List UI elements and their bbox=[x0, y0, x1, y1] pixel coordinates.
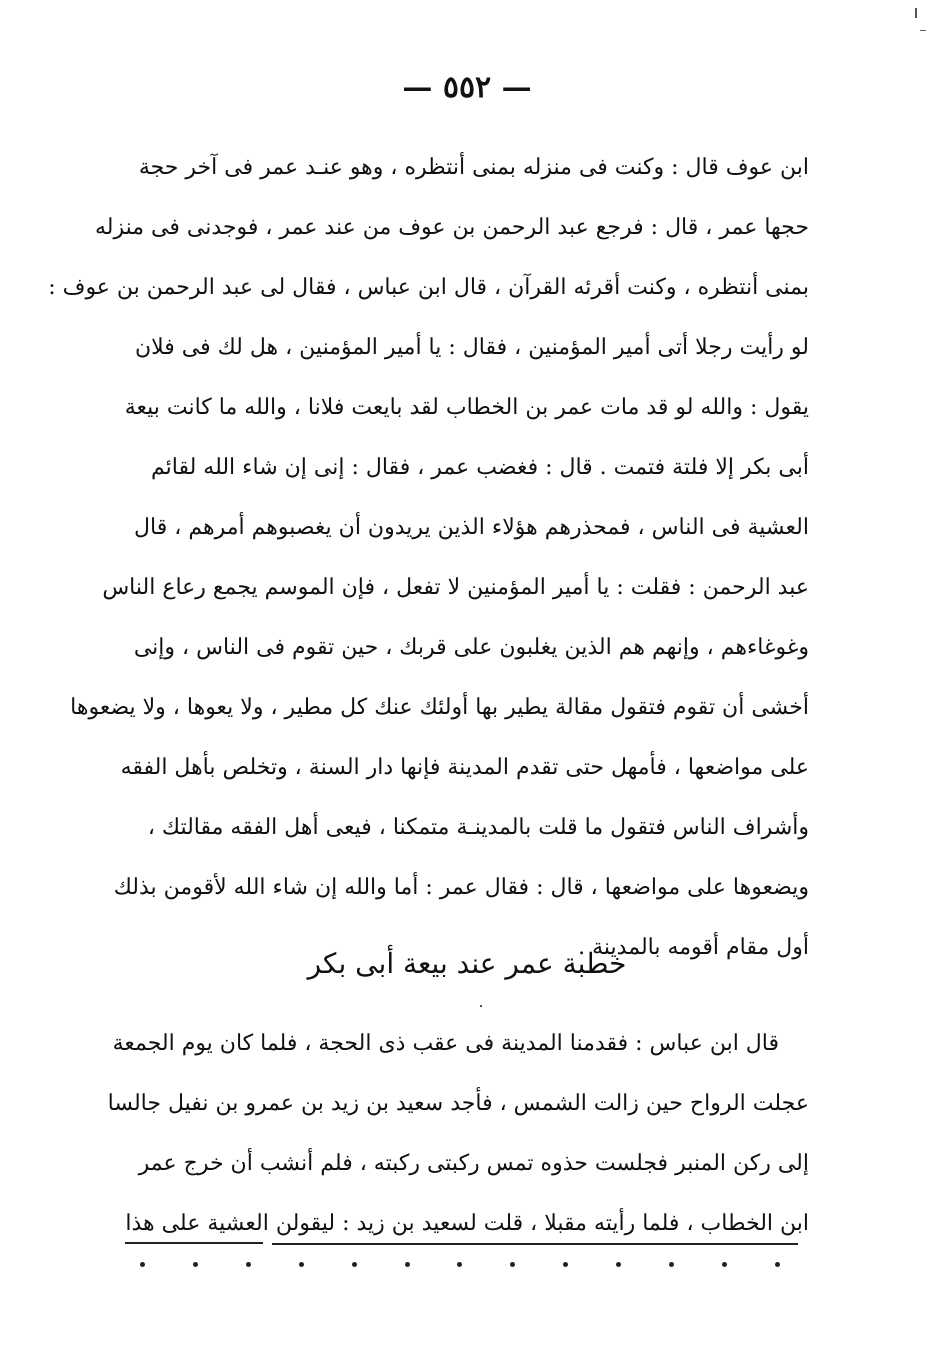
text-line: قال ابن عباس : فقدمنا المدينة فى عقب ذى الحجة ، فلما كان يوم الجمعة bbox=[112, 1031, 779, 1056]
text-line: يقول : والله لو قد مات عمر بن الخطاب لقد بايعت فلانا ، والله ما كانت بيعة bbox=[124, 395, 809, 420]
footer-dot bbox=[299, 1262, 304, 1267]
text-line: إلى ركن المنبر فجلست حذوه تمس ركبتى ركبته ، فلم أنشب أن خرج عمر bbox=[138, 1151, 809, 1176]
footer-dot bbox=[405, 1262, 410, 1267]
footer-dot bbox=[140, 1262, 145, 1267]
page-number: — ٥٥٢ — bbox=[402, 70, 532, 105]
text-line: ابن الخطاب ، فلما رأيته مقبلا ، قلت لسعيد بن زيد : ليقولن العشية على هذا bbox=[125, 1211, 809, 1236]
text-line: عبد الرحمن : فقلت : يا أمير المؤمنين لا تفعل ، فإن الموسم يجمع رعاع الناس bbox=[102, 575, 809, 600]
section-heading: خطبة عمر عند بيعة أبى بكر bbox=[307, 947, 627, 980]
text-line: عجلت الرواح حين زالت الشمس ، فأجد سعيد بن زيد بن عمرو بن نفيل جالسا bbox=[107, 1091, 809, 1116]
text-line: وغوغاءهم ، وإنهم هم الذين يغلبون على قربك ، حين تقوم فى الناس ، وإنى bbox=[133, 635, 809, 660]
footer-dot bbox=[193, 1262, 198, 1267]
text-line: ويضعوها على مواضعها ، قال : فقال عمر : أما والله إن شاء الله لأقومن بذلك bbox=[113, 875, 809, 900]
text-line: وأشراف الناس فتقول ما قلت بالمدينـة متمكنا ، فيعى أهل الفقه مقالتك ، bbox=[147, 815, 809, 840]
main-text-block bbox=[48, 138, 809, 978]
footer-dot bbox=[616, 1262, 621, 1267]
scan-speck bbox=[480, 1005, 482, 1007]
second-text-block bbox=[107, 1014, 809, 1254]
scan-speck bbox=[915, 8, 917, 18]
text-line: حجها عمر ، قال : فرجع عبد الرحمن بن عوف من عند عمر ، فوجدنى فى منزله bbox=[94, 215, 809, 240]
footer-dot bbox=[457, 1262, 462, 1267]
text-line: بمنى أنتظره ، وكنت أقرئه القرآن ، قال ابن عباس ، فقال لى عبد الرحمن بن عوف : bbox=[48, 275, 809, 300]
footer-dot-row bbox=[140, 1262, 780, 1267]
footer-dot bbox=[352, 1262, 357, 1267]
text-line: أبى بكر إلا فلتة فتمت . قال : فغضب عمر ، فقال : إنى إن شاء الله لقائم bbox=[150, 455, 809, 480]
footer-dot bbox=[722, 1262, 727, 1267]
footer-rule-right bbox=[272, 1243, 798, 1245]
text-line: أخشى أن تقوم فتقول مقالة يطير بها أولئك عنك كل مطير ، ولا يعوها ، ولا يضعوها bbox=[70, 695, 809, 720]
footer-dot bbox=[775, 1262, 780, 1267]
footer-rule-left bbox=[125, 1242, 263, 1244]
text-line: ابن عوف قال : وكنت فى منزله بمنى أنتظره ، وهو عنـد عمر فى آخر حجة bbox=[138, 155, 809, 180]
footer-dot bbox=[510, 1262, 515, 1267]
text-line: على مواضعها ، فأمهل حتى تقدم المدينة فإنها دار السنة ، وتخلص بأهل الفقه bbox=[120, 755, 809, 780]
text-line: لو رأيت رجلا أتى أمير المؤمنين ، فقال : يا أمير المؤمنين ، هل لك فى فلان bbox=[134, 335, 809, 360]
footer-dot bbox=[669, 1262, 674, 1267]
text-line: العشية فى الناس ، فمحذرهم هؤلاء الذين يريدون أن يغصبوهم أمرهم ، قال bbox=[134, 515, 809, 540]
footer-dot bbox=[563, 1262, 568, 1267]
scan-speck bbox=[920, 30, 926, 31]
text-line-last: أول مقام أقومه بالمدينة . bbox=[578, 935, 809, 960]
footer-dot bbox=[246, 1262, 251, 1267]
